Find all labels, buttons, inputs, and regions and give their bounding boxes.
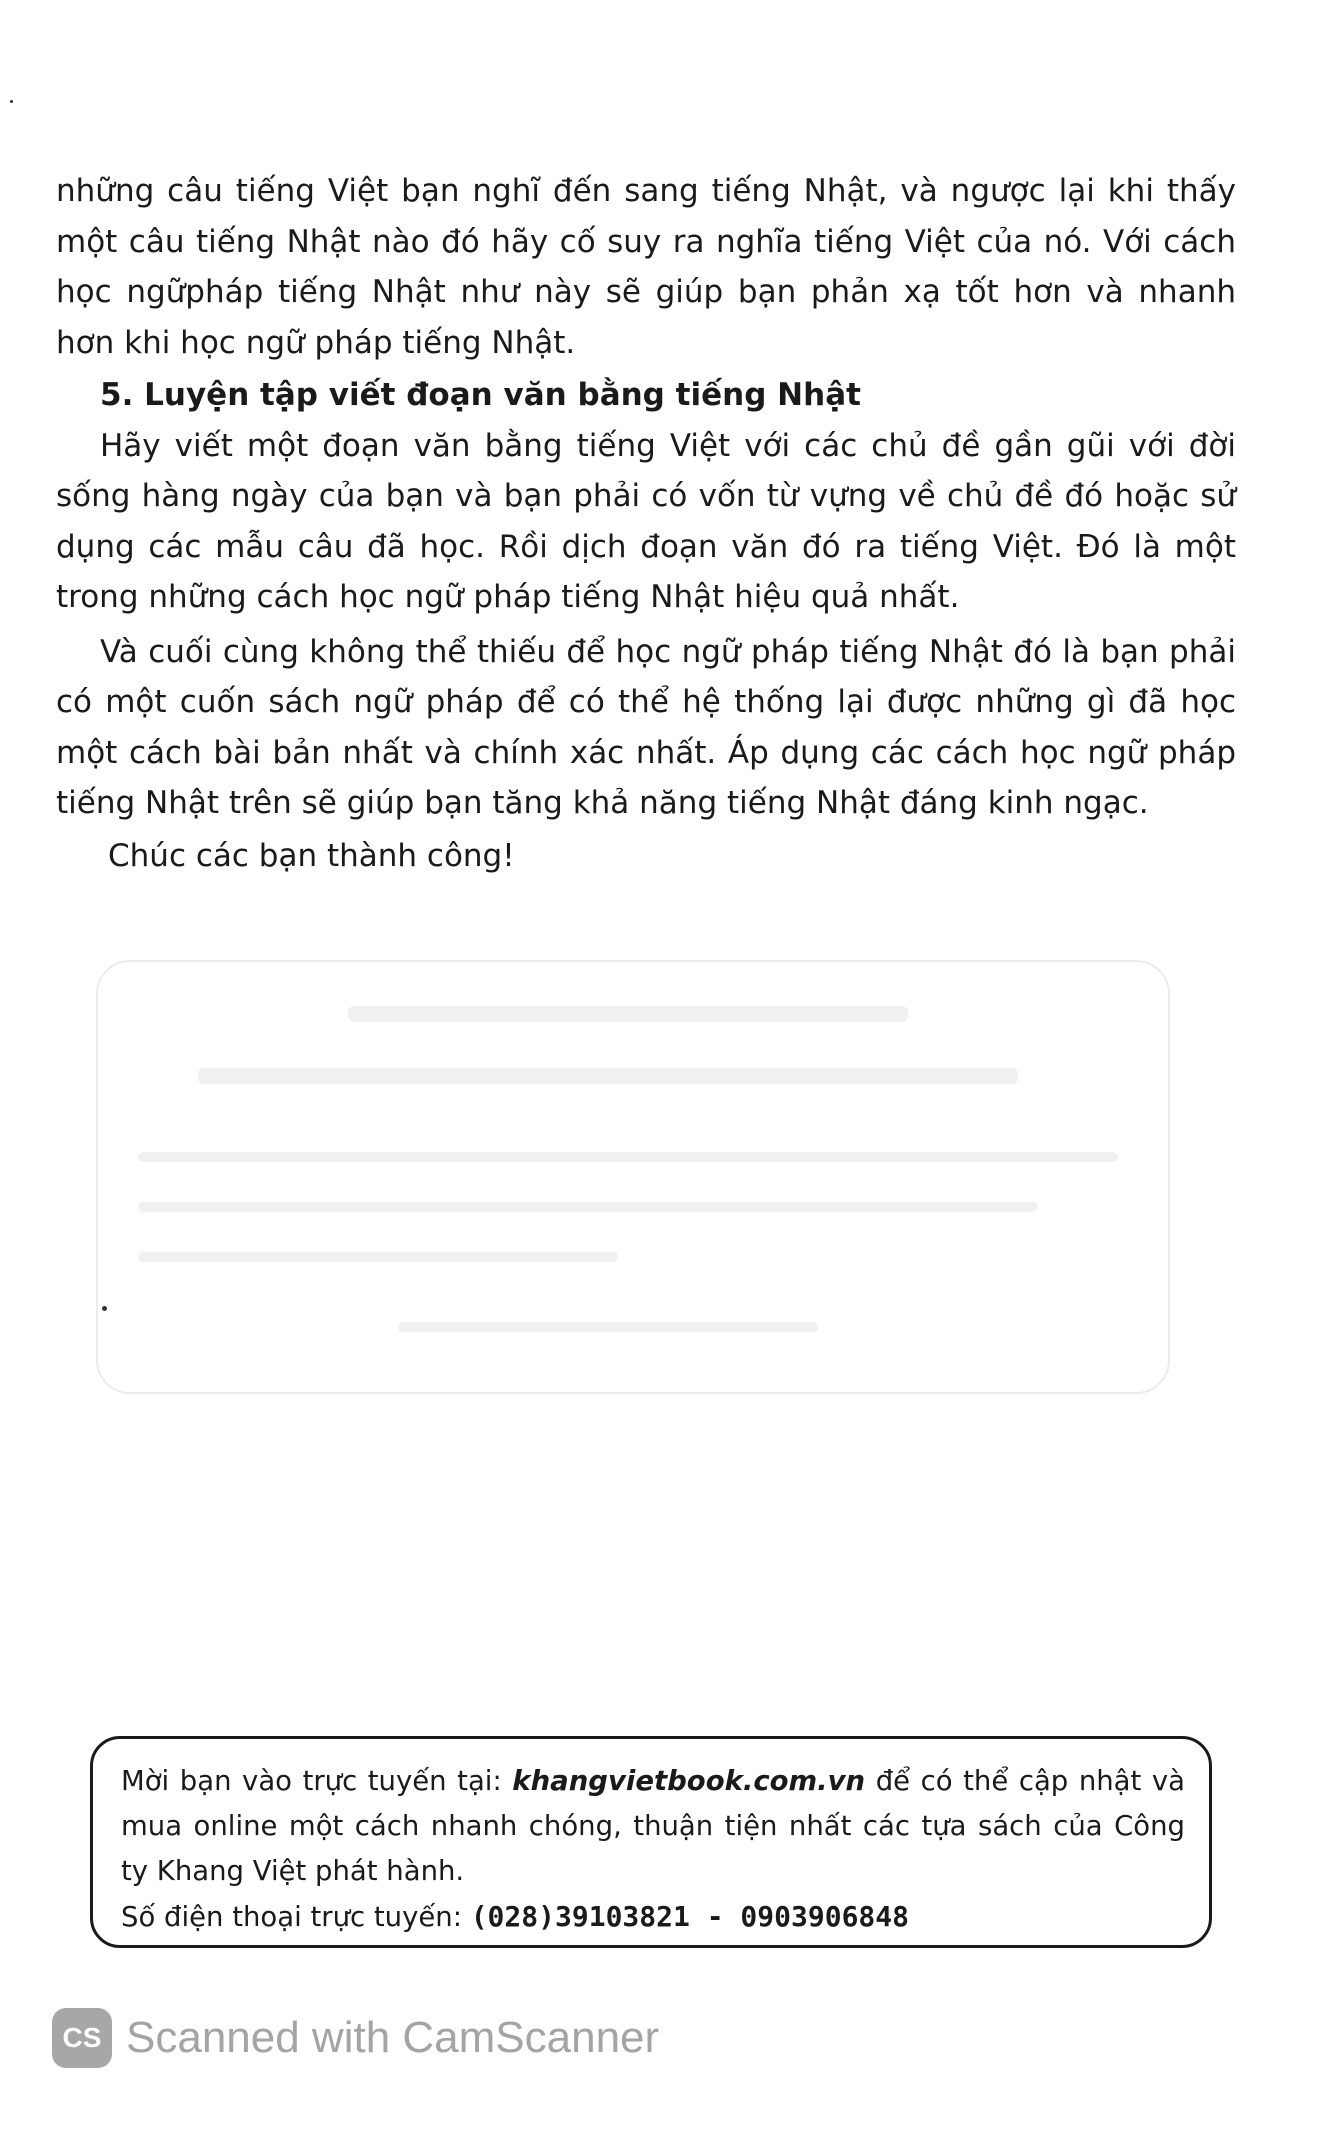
paragraph-final: Và cuối cùng không thể thiếu để học ngữ pháp tiếng Nhật đó là bạn phải có một cuốn sách ngữ pháp để có thể hệ thống lại được những gì đã học một cách bài bản nhất và chính xác nhất. Áp dụng các cách học ngữ pháp tiếng Nhật trên sẽ giúp bạn tăng khả năng tiếng Nhật đáng kinh ngạc. xyxy=(56,633,1236,821)
website-link[interactable]: khangvietbook.com.vn xyxy=(512,1765,866,1797)
online-info-box xyxy=(90,1736,1212,1948)
ghost-stamp xyxy=(96,960,1170,1394)
invite-prefix: Mời bạn vào trực tuyến tại: xyxy=(121,1765,513,1797)
invite-suffix: để có thể cập nhật và mua online một cách nhanh chóng, thuận tiện nhất các tựa sách của Công ty Khang Việt phát hành. xyxy=(121,1765,1186,1887)
main-text xyxy=(56,166,1236,881)
camscanner-logo-icon: CS xyxy=(52,2008,112,2068)
phone-line xyxy=(121,1894,1185,1940)
section-heading-5: 5. Luyện tập viết đoạn văn bằng tiếng Nhật xyxy=(100,377,861,413)
phone-numbers: (028)39103821 - 0903906848 xyxy=(470,1900,909,1933)
closing-line: Chúc các bạn thành công! xyxy=(108,837,515,874)
online-invite xyxy=(121,1759,1185,1894)
paragraph-continuation: những câu tiếng Việt bạn nghĩ đến sang tiếng Nhật, và ngược lại khi thấy một câu tiếng Nhật nào đó hãy cố suy ra nghĩa tiếng Việt của nó. Với cách học ngữpháp tiếng Nhật như này sẽ giúp bạn phản xạ tốt hơn và nhanh hơn khi học ngữ pháp tiếng Nhật. xyxy=(56,173,1236,361)
camscanner-text: Scanned with CamScanner xyxy=(126,2013,660,2062)
camscanner-watermark xyxy=(52,2008,659,2068)
paragraph-practice: Hãy viết một đoạn văn bằng tiếng Việt với các chủ đề gần gũi với đời sống hàng ngày của bạn và bạn phải có vốn từ vựng về chủ đề đó hoặc sử dụng các mẫu câu đã học. Rồi dịch đoạn văn đó ra tiếng Việt. Đó là một trong những cách học ngữ pháp tiếng Nhật hiệu quả nhất. xyxy=(56,427,1236,615)
phone-label: Số điện thoại trực tuyến: xyxy=(121,1901,471,1933)
